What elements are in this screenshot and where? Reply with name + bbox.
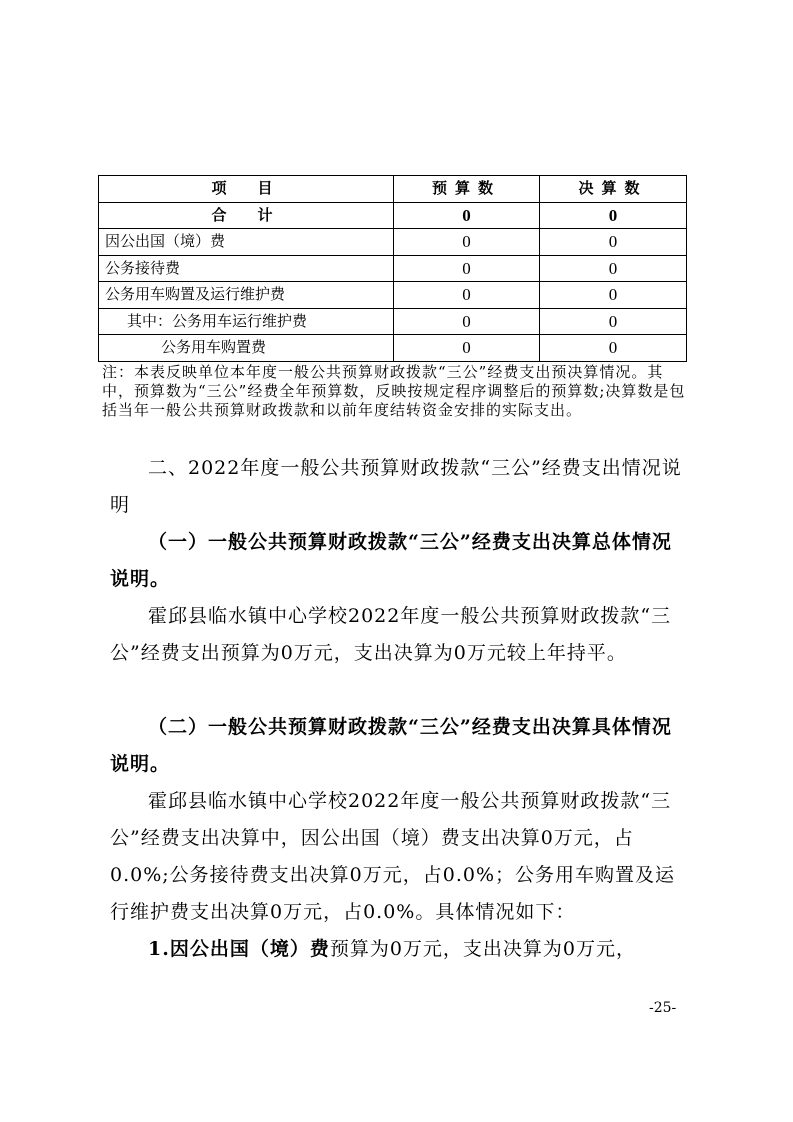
table-note: 注：本表反映单位本年度一般公共预算财政拨款“三公”经费支出预决算情况。其中，预算数为“三公”经费全年预算数，反映按规定程序调整后的预算数;决算数是包括当年一般公共预算财政拨款和以前年度结转资金安排的实际支出。 [102,363,686,419]
table-row [99,308,687,335]
row-final: 0 [540,202,687,229]
row-budget: 0 [394,282,540,309]
header-item: 项 目 [99,176,394,203]
row-item: 公务接待费 [99,255,394,282]
table-header-row [99,176,687,203]
row-budget: 0 [394,229,540,256]
subsection-heading-1: （一）一般公共预算财政拨款“三公”经费支出决算总体情况说明。 [110,531,672,590]
row-final: 0 [540,229,687,256]
item1-label: 1.因公出国（境）费 [148,938,330,960]
table-row [99,335,687,362]
row-budget: 0 [394,255,540,282]
three-public-expenses-table [98,175,687,362]
page-number: -25- [649,1000,677,1016]
row-final: 0 [540,282,687,309]
row-item: 公务用车购置费 [99,335,394,362]
table-row [99,202,687,229]
header-final: 决算数 [540,176,687,203]
table-row [99,229,687,256]
table-row [99,282,687,309]
row-budget: 0 [394,308,540,335]
paragraph-3 [110,931,690,968]
section-heading: 二、2022年度一般公共预算财政拨款“三公”经费支出情况说明 [110,457,682,516]
row-item: 因公出国（境）费 [99,229,394,256]
item1-text: 预算为0万元，支出决算为0万元， [329,938,637,960]
row-budget: 0 [394,335,540,362]
header-budget: 预算数 [394,176,540,203]
row-budget: 0 [394,202,540,229]
subsection-heading-2: （二）一般公共预算财政拨款“三公”经费支出决算具体情况说明。 [110,716,672,775]
table-row [99,255,687,282]
row-final: 0 [540,255,687,282]
paragraph-2: 霍邱县临水镇中心学校2022年度一般公共预算财政拨款“三公”经费支出决算中，因公出国（境）费支出决算0万元，占0.0%;公务接待费支出决算0万元，占0.0%；公务用车购置及运行维护费支出决算0万元，占0.0%。具体情况如下： [110,790,676,923]
row-item: 公务用车购置及运行维护费 [99,282,394,309]
row-final: 0 [540,335,687,362]
row-item: 合 计 [99,202,394,229]
row-final: 0 [540,308,687,335]
row-item: 其中：公务用车运行维护费 [99,308,394,335]
paragraph-1: 霍邱县临水镇中心学校2022年度一般公共预算财政拨款“三公”经费支出预算为0万元，支出决算为0万元较上年持平。 [110,605,672,664]
